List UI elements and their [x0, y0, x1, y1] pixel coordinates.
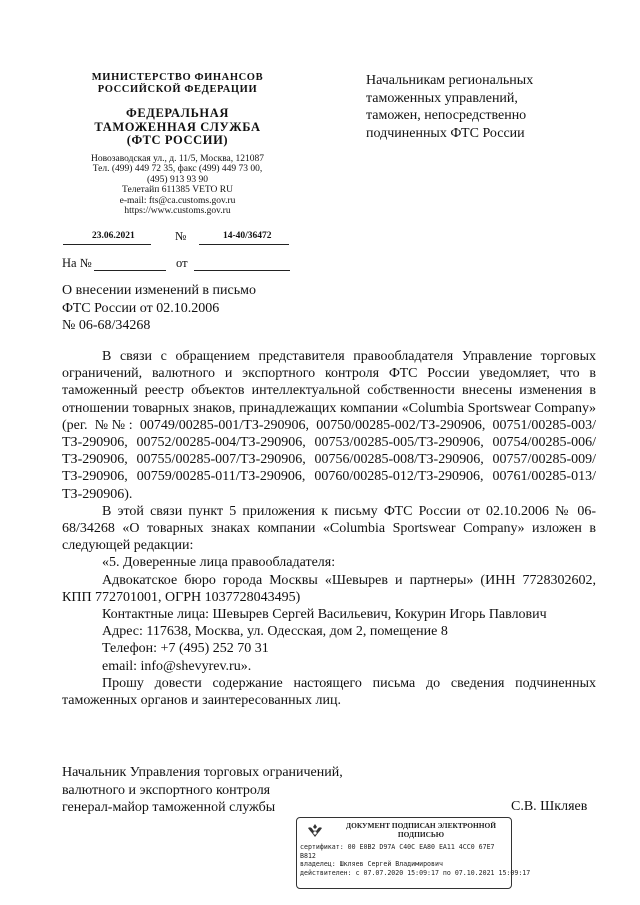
recipient-line-3: таможен, непосредственно: [366, 108, 527, 124]
validity-line: действителен: с 07.07.2020 15:09:17 по 07.10.2021 15:09:17: [300, 868, 531, 877]
stamp-title: [333, 822, 509, 839]
paragraph-3: «5. Доверенные лица правообладателя:: [102, 555, 336, 571]
reference-row: [62, 256, 297, 272]
paragraph-9: Прошу довести содержание настоящего письма до сведения подчиненных таможенных органов и заинтересованных лиц.: [62, 675, 596, 709]
owner-line: владелец: Шкляев Сергей Владимирович: [300, 860, 443, 869]
recipient-line-1: Начальникам региональных: [366, 73, 534, 88]
ministry-line-1: МИНИСТЕРСТВО ФИНАНСОВ: [91, 72, 264, 83]
address: Новозаводская ул., д. 11/5, Москва, 121087: [90, 154, 265, 164]
document-date: 23.06.2021: [92, 231, 135, 241]
stamp-details: [300, 843, 531, 877]
recipient-block: [366, 72, 596, 142]
letter-body: [62, 348, 596, 709]
paragraph-7: Телефон: +7 (495) 252 70 31: [102, 641, 269, 657]
stamp-title-line-1: ДОКУМЕНТ ПОДПИСАН ЭЛЕКТРОННОЙ: [346, 821, 496, 830]
contact-block: [50, 154, 305, 216]
position-line-2: валютного и экспортного контроля: [62, 782, 271, 798]
certificate-line-cont: B812: [300, 851, 316, 860]
phone-2: (495) 913 93 90: [147, 174, 208, 185]
phone-fax: Тел. (499) 449 72 35, факс (499) 449 73 00,: [92, 164, 263, 175]
signature-position: [62, 764, 372, 817]
teletype: Телетайп 611385 VETO RU: [122, 185, 233, 196]
ministry-line-2: РОССИЙСКОЙ ФЕДЕРАЦИИ: [97, 84, 258, 95]
recipient-line-2: таможенных управлений,: [366, 90, 518, 106]
document-number: 14-40/36472: [223, 231, 272, 241]
service-line-2: ТАМОЖЕННАЯ СЛУЖБА: [94, 119, 261, 134]
stamp-title-line-2: ПОДПИСЬЮ: [397, 829, 445, 839]
service-line-1: ФЕДЕРАЛЬНАЯ: [125, 106, 230, 120]
reference-number-line: [94, 270, 166, 271]
subject-line-1: О внесении изменений в письмо: [62, 283, 256, 298]
paragraph-1: В связи с обращением представителя правообладателя Управление торговых ограничений, валютного и экспортного контроля ФТС России уведомляет, что в таможенный реестр объектов интеллектуальной собственности внесены изменения в отношении товарных знаков, принадлежащих компании «Columbia Sportswear Company» (рег. №№: 00749/00285-001/ТЗ-290906, 00750/00285-002/ТЗ-290906, 00751/00285-003/ТЗ-290906, 00752/00285-004/ТЗ-290906, 00753/00285-005/ТЗ-290906, 00754/00285-006/ТЗ-290906, 00755/00285-007/ТЗ-290906, 00756/00285-008/ТЗ-290906, 00757/00285-009/ТЗ-290906, 00759/00285-011/ТЗ-290906, 00760/00285-012/ТЗ-290906, 00761/00285-013/ТЗ-290906).: [62, 349, 596, 502]
recipient-line-4: подчиненных ФТС России: [366, 125, 525, 141]
service-name: [50, 107, 305, 148]
signer-name: С.В. Шкляев: [511, 799, 588, 814]
paragraph-4: Адвокатское бюро города Москвы «Шевырев и партнеры» (ИНН 7728302602, КПП 772701001, ОГРН 1037728043495): [62, 572, 596, 605]
position-line-3: генерал-майор таможенной службы: [62, 800, 276, 816]
subject-line-2: ФТС России от 02.10.2006: [62, 300, 220, 316]
reference-date-line: [194, 270, 290, 271]
electronic-signature-stamp: [296, 817, 531, 889]
registration-row: [63, 231, 303, 245]
website: https://www.customs.gov.ru: [124, 206, 231, 217]
number-sign: №: [175, 229, 187, 243]
reference-from-label: от: [176, 256, 188, 270]
position-line-1: Начальник Управления торговых ограничений,: [62, 765, 343, 780]
email: e-mail: fts@ca.customs.gov.ru: [119, 195, 236, 206]
paragraph-8: email: info@shevyrev.ru».: [102, 658, 252, 674]
number-underline: [199, 244, 289, 245]
ministry-name: [50, 72, 305, 96]
paragraph-2: В этой связи пункт 5 приложения к письму ФТС России от 02.10.2006 № 06-68/34268 «О товарных знаках компании «Columbia Sportswear Company» изложен в следующей редакции:: [62, 503, 596, 554]
paragraph-5: Контактные лица: Шевырев Сергей Васильевич, Кокурин Игорь Павлович: [102, 607, 547, 623]
subject-block: [62, 282, 322, 335]
date-underline: [63, 244, 151, 245]
subject-line-3: № 06-68/34268: [62, 318, 151, 334]
emblem-icon: [304, 823, 326, 840]
certificate-line: сертификат: 00 E0B2 D97A C40C EA80 EA11 4CC0 67E7: [300, 843, 495, 851]
service-line-3: (ФТС РОССИИ): [126, 133, 229, 147]
reference-label: На №: [62, 256, 92, 270]
paragraph-6: Адрес: 117638, Москва, ул. Одесская, дом 2, помещение 8: [102, 624, 448, 640]
